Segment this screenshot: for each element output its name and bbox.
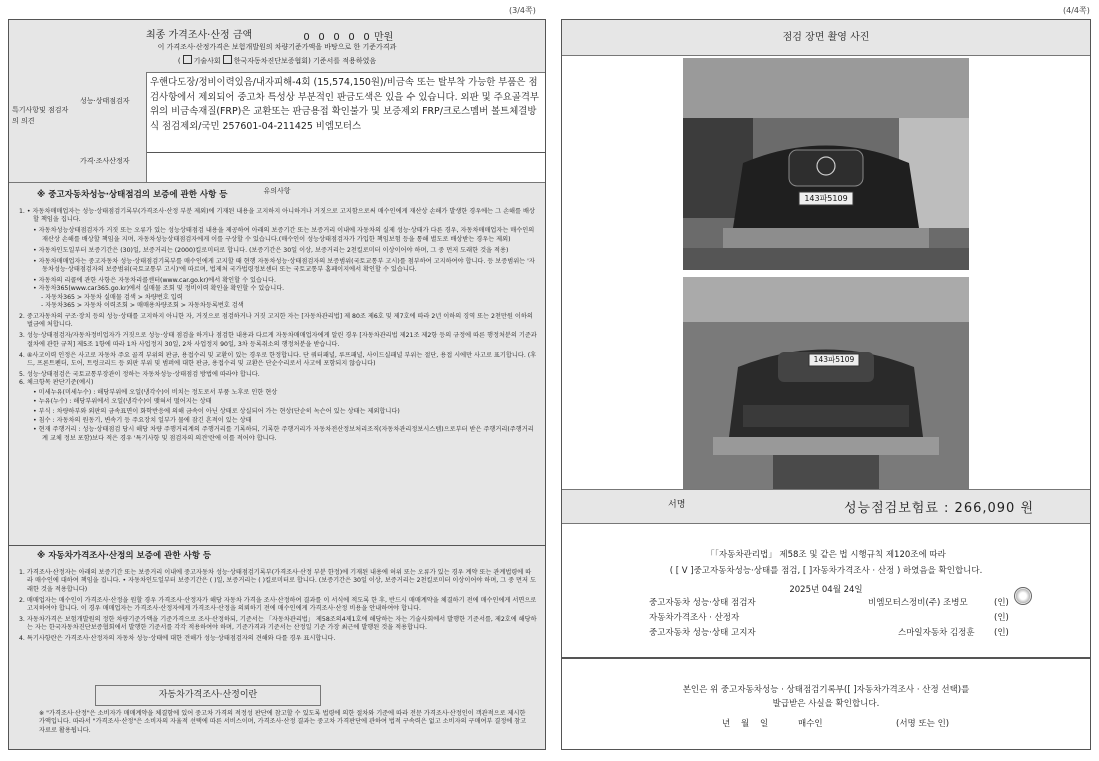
- price-note-2: [9, 55, 545, 66]
- price-digit: 0: [303, 32, 310, 43]
- final-price-label: 최종 가격조사·산정 금액: [146, 30, 253, 41]
- inspection-photo-front: [683, 58, 969, 270]
- notice-title: 유의사항: [9, 182, 545, 200]
- section2-list: [19, 569, 537, 646]
- list-item: - 자동차365 > 자동차 실매물 검색 > 차량번호 입력: [41, 293, 183, 301]
- list-item: • 현재 주행거리 : 성능·상태점검 당시 해당 차량 주행거리계의 주행거리를 기록하되, 기록한 주행거리가 자동차전산정보처리조직(자동차관리정보시스템)으로부터 받은 주행거리(주행거리계 교체 정보 포함)보다 적은 경우 '특기사항 및 점검자의 의견'란에 이를 적어야 합니다.: [33, 426, 534, 442]
- footer-text: ※ "가격조사·산정"은 소비자가 매매계약을 체결함에 있어 중고차 가격의 적정성 판단에 참고할 수 있도록 법령에 의한 절차와 기준에 따라 전문 가격조사·산정인이 객관적으로 제시한 가액입니다. 따라서 "가격조사·산정"은 소비자의 자율적 선택에 따른 서비스이며, 가격조사·산정 결과는 중고차 가격판단에 관하여 법적 구속력은 없고 소비자의 구매여부 결정에 참고자료로 활용됩니다.: [39, 710, 527, 734]
- page-number: (4/4쪽): [1063, 6, 1090, 15]
- list-item: - 자동차365 > 자동차 이력조회 > 매매용차량조회 > 자동차등록번호 검색: [41, 302, 244, 310]
- list-item: • 자동차365(www.car365.go.kr)에서 실매물 조회 및 정비이력 확인을 확인할 수 있습니다.: [33, 285, 285, 293]
- list-item: 4. 특기사항란은 가격조사·산정자의 자동차 성능·상태에 대한 견해가 성능·상태점검자의 견해와 다를 경우 표시합니다.: [19, 635, 336, 643]
- section2-title: ※ 자동차가격조사·산정의 보증에 관한 사항 등: [37, 551, 212, 561]
- list-item: 3. 자동차가격은 보험개발원의 정한 차량기준가액을 기준가격으로 조사·산정하되, 기준서는 「자동차관리법」 제58조의4제1호에 해당하는 자는 기술사회에서 발행한 기준서를, 제2호에 해당하는 자는 한국자동차진단보증협회에서 발행한 기준서를 각각 적용하여야 하며, 기준가격과 기준서는 산정일 기준 가장 최근에 발행된 것을 적용합니다.: [19, 616, 537, 632]
- section1-list: [19, 208, 537, 446]
- license-plate-rear: 143파5109: [813, 355, 855, 364]
- photo-title: 점검 장면 촬영 사진: [562, 20, 1090, 56]
- signer-name: 스마일자동차 김정훈: [898, 628, 975, 638]
- confirm-date: 2025년 04월 24일: [789, 585, 863, 595]
- list-item: 2. 중고자동차의 구조·장치 등의 성능·상태를 고지하지 아니한 자, 거짓으로 점검하거나 거짓 고지한 자는 [자동차관리법] 제 80조 제6호 및 제7호에 따라 2년 이하의 징역 또는 2천만원 이하의 벌금에 처합니다.: [19, 312, 533, 329]
- perf-inspector-cell: [76, 72, 147, 153]
- left-form: [8, 19, 546, 750]
- price-assessor-label: 가격·조사산정자: [80, 157, 130, 165]
- signer-name: 비엠모터스정비(주) 조병모: [868, 598, 968, 608]
- buyer-signature: (서명 또는 인): [896, 719, 950, 729]
- list-item: • 자동차성능상태점검자가 거짓 또는 오류가 있는 성능상태점검 내용을 제공하여 아래의 보증기간 또는 보증거리 이내에 자동차의 실제 성능·상태가 다른 경우, 자동차매매업자는 매수인의 재산상 손해를 배상할 책임을 지며, 자동차성능상태점검자에게 이를 구상할 수 있습니다.(매수인이 성능상태점검자가 가입한 책임보험 등을 통해 별도로 배상받는 경우는 제외): [33, 227, 535, 243]
- price-assessor-cell: [76, 152, 147, 182]
- special-notes-label-cell: [9, 72, 77, 182]
- list-item: • 자동차의 리콜에 관한 사항은 자동차리콜센터(www.car.go.kr)에서 확인할 수 있습니다.: [33, 276, 276, 284]
- license-plate-front: 143파5109: [804, 194, 848, 203]
- signer-role: 자동차가격조사 · 산정자: [649, 613, 740, 623]
- law-line-1: 「「자동차관리법」 제58조 및 같은 법 시행규칙 제120조에 따라: [706, 550, 946, 560]
- signer-mark: (인): [994, 598, 1009, 608]
- signer-role: 중고자동차 성능·상태 고지자: [649, 628, 756, 638]
- right-form: [561, 19, 1091, 750]
- list-item: • 누유(누수) : 해당부위에서 오일(냉각수)이 맺혀서 떨어지는 상태: [33, 398, 212, 406]
- signer-role: 중고자동차 성능·상태 점검자: [649, 598, 756, 608]
- price-digit: 0: [363, 32, 370, 43]
- list-item: 1. 가격조사·산정자는 아래의 보증기간 또는 보증거리 이내에 중고자동차 성능·상태점검기록부(가격조사·산정 부분 한정)에 기재된 내용에 허위 또는 오류가 있는 경우 계약 또는 관계법령에 따라 매수인에 대하여 책임을 집니다. • 자동차인도일부터 보증기간은 ( )일, 보증거리는 ( )킬로미터로 합니다. (보증기간은 30일 이상, 보증거리는 2천킬로미터 이상이어야 하며, 그 중 먼저 도래한 것을 적용합니다): [19, 569, 536, 593]
- option-diagnosis-association: 한국자동차진단보증협회) 기준서를 적용하였음: [233, 57, 377, 65]
- perf-inspector-opinion: 우핸다도장/정비이력있음/내자피해-4회 (15,574,150원)/비금속 또는 탈부착 가능한 부품은 점검사항에서 제외되어 중고차 특성상 부분적인 판금도색은 있을 수 있습니다. 외판 및 주요골격부위의 비금속재질(FRP)은 교환또는 판금용접 확인불가 및 보증제외 FRP/크로스멤버 볼트체결방식 점검제외/국민 257601-04-211425 비엠모터스: [150, 77, 539, 132]
- signature-label: 서명: [668, 500, 686, 510]
- list-item: 3. 성능·상태점검자/자동차정비업자가 거짓으로 성능·상태 점검을 하거나 점검한 내용과 다르게 자동차매매업자에게 알린 경우 [자동차관리법 제21조 제2항 등의 규정에 따른 행정처분의 기준과 절차에 관한 규칙] 제5조 1항에 따라 1차 사업정지 30일, 2차 사업정지 90일, 3차 등록취소의 행정처분을 받습니다.: [19, 332, 537, 348]
- price-digit: 0: [333, 32, 340, 43]
- list-item: • 자동차인도일부터 보증기간은 (30)일, 보증거리는 (2000)킬로미터로 합니다. (보증기간은 30일 이상, 보증거리는 2천킬로미터 이상이어야 하며, 그 중 먼저 도래한 것을 적용): [33, 246, 509, 254]
- final-price-block: [9, 20, 545, 73]
- signer-mark: (인): [994, 628, 1009, 638]
- price-digit: 0: [318, 32, 325, 43]
- list-item: 1. • 자동차매매업자는 성능·상태점검기록부(가격조사·산정 부분 제외)에 기재된 내용을 고지하지 아니하거나 거짓으로 고지함으로써 매수인에게 재산상 손해가 발생한 경우에는 그 손해를 배상할 책임을 집니다.: [19, 208, 535, 224]
- list-item: • 침수 : 자동차의 원동기, 변속기 등 주요장치 일부가 물에 잠긴 흔적이 있는 상태: [33, 416, 252, 424]
- list-item: 4. ④사고이력 인정은 사고로 자동차 주요 골격 부위의 판금, 용접수리 및 교환이 있는 경우로 한정합니다. 단 쿼터패널, 루프패널, 사이드실패널 부위는 절단, 용접 시에만 사고로 표기합니다. (후드, 프론트펜더, 도어, 트렁크리드 등 외판 부위 및 범퍼에 대한 판금, 용접수리 및 교환은 단순수리로서 사고에 포함되지 않습니다): [19, 351, 537, 367]
- list-item: • 부식 : 차량하부와 외판의 금속표면이 화학반응에 의해 금속이 아닌 상태로 상실되어 가는 현상(단순히 녹슨어 있는 상태는 제외합니다): [33, 407, 400, 415]
- list-item: 5. 성능·상태점검은 국토교통부장관이 정하는 자동차성능·상태점검 방법에 따라야 합니다.: [19, 370, 260, 378]
- price-digit: 0: [348, 32, 355, 43]
- receipt-line-1: 본인은 위 중고자동차성능 · 상태점검기록부([ ]자동차가격조사 · 산정 선택)를: [682, 685, 970, 695]
- section1-title: ※ 중고자동차성능·상태점검의 보증에 관한 사항 등: [37, 190, 228, 200]
- checkbox-icon[interactable]: [223, 55, 232, 64]
- law-line-2: ( [ V ]중고자동차성능·상태를 점검, [ ]자동차가격조사 · 산정 ) 하였음을 확인합니다.: [669, 566, 983, 576]
- signature-bar: [562, 489, 1090, 524]
- buyer-label: 매수인: [798, 719, 823, 729]
- list-item: • 자동차매매업자는 중고자동차 성능·상태점검기록부를 매수인에게 고지할 때 현행 자동차성능·상태점검자의 보증범위(국토교통부 고시)를 첨부하여 고지하여야 합니다. 등 보증범위는 '자동차성능·상태점검자의 보증범위(국토교통부 고시)'에 따르며, 법제처 국가법령정보센터 또는 국토교통부 홈페이지에서 확인할 수 있습니다.: [33, 257, 535, 273]
- checkbox-icon[interactable]: [183, 55, 192, 64]
- option-tech-society: 기술사회: [193, 57, 221, 65]
- perf-inspector-label: 성능·상태점검자: [80, 97, 130, 105]
- receipt-line-2: 발급받은 사실을 확인합니다.: [772, 699, 880, 709]
- company-seal-icon: [1014, 587, 1032, 605]
- insurance-fee: 성능점검보험료 : 266,090 원: [844, 501, 1034, 516]
- footer-title: 자동차가격조사·산정이란: [95, 685, 321, 706]
- list-item: • 미세누유(미세누수) : 해당부위에 오일(냉각수)이 비치는 정도로서 부품 노후로 인한 현상: [33, 388, 278, 396]
- price-unit: 만원: [374, 32, 394, 43]
- receipt-date: 년 월 일: [722, 719, 769, 729]
- price-note-paren: (: [177, 57, 181, 65]
- signer-mark: (인): [994, 613, 1009, 623]
- inspection-photo-rear: [683, 277, 969, 489]
- list-item: 6. 체크항목 판단기준(예시): [19, 379, 94, 387]
- page-number: (3/4쪽): [509, 6, 536, 15]
- price-note-1: 이 가격조사·산정가격은 보험개발원의 차량기준가액을 바탕으로 한 기준가격과: [157, 43, 397, 51]
- special-notes-label: 특기사항및 점검자의 의견: [12, 106, 69, 125]
- list-item: 2. 매매업자는 매수인이 가격조사·산정을 원할 경우 가격조사·산정자가 해당 자동차 가격을 조사·산정하여 결과를 이 서식에 적도록 한 후, 반드시 매매계약을 체결하기 전에 매수인에게 서면으로 고지하여야 합니다. 이 경우 매매업자는 가격조사·산정자에게 가격조사·산정을 의뢰하기 전에 매수인에게 가격조사·산정 비용을 안내하여야 합니다.: [19, 596, 537, 613]
